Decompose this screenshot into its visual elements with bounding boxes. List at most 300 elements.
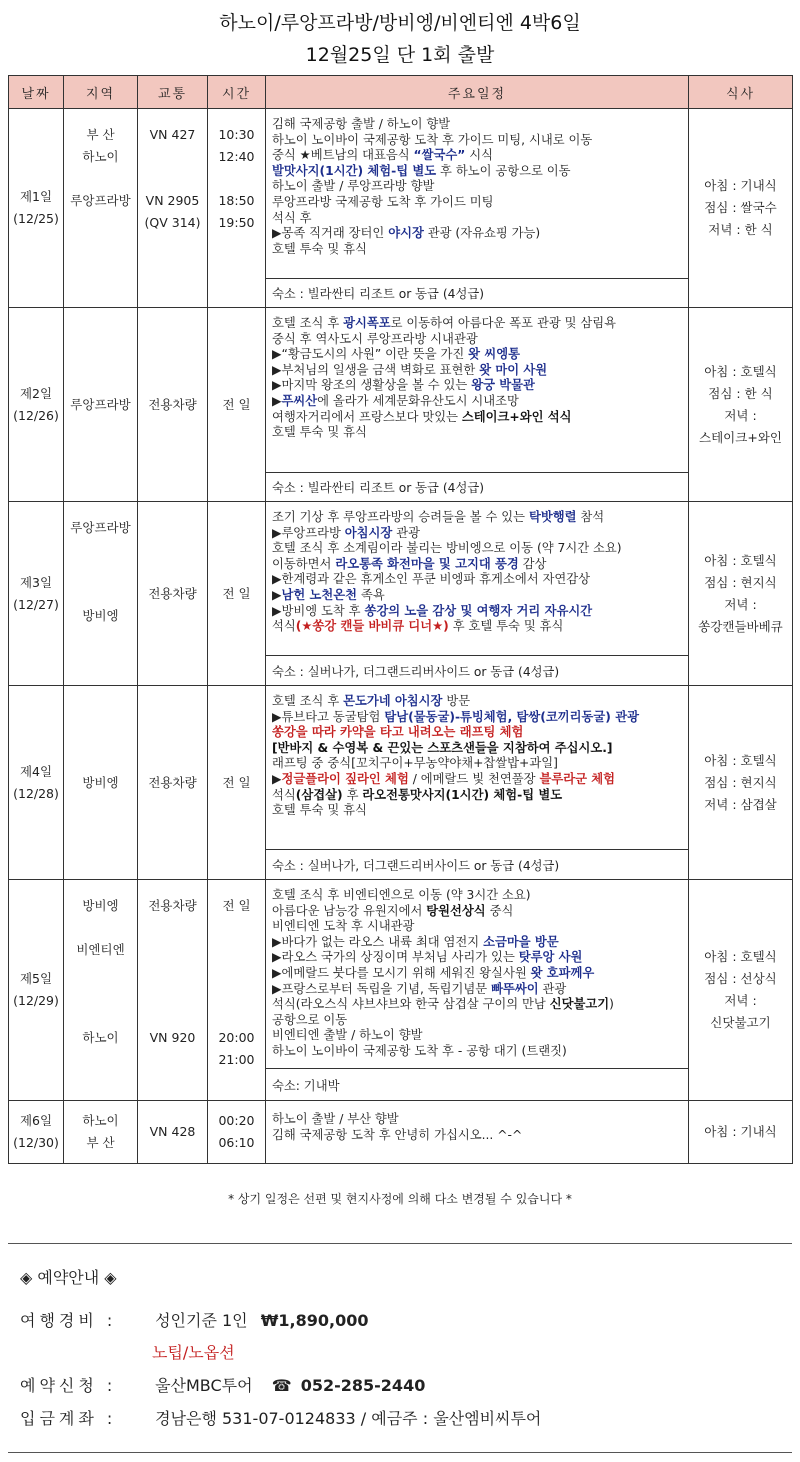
program-text: 호텔 투숙 및 휴식 <box>272 241 367 256</box>
program-text: 소금마을 방문 <box>483 934 559 949</box>
program-text: ▶ <box>272 587 282 602</box>
meal-item: 저녁 : <box>724 407 757 423</box>
transport-item <box>139 917 206 939</box>
program-text: 관광 <box>392 525 420 540</box>
meal-item: 점심 : 현지식 <box>704 774 777 790</box>
program-text: 라오전통맛사지(1시간) 체험-팁 별도 <box>362 787 563 802</box>
transport-item: (QV 314) <box>144 215 201 230</box>
hotel-info: 숙소 : 실버나가, 더그랜드리버사이드 or 동급 (4성급) <box>266 655 688 685</box>
transport-item <box>139 146 206 168</box>
day-cell <box>9 109 64 308</box>
program-line <box>272 117 682 133</box>
program-line <box>272 741 682 757</box>
program-line <box>272 935 682 951</box>
program-line <box>272 1112 682 1128</box>
apply-label: 예약신청 : <box>20 1376 117 1395</box>
header-region: 지역 <box>64 76 138 109</box>
program-text: 남헌 노천온천 <box>281 587 358 602</box>
meal-item: 저녁 : <box>724 993 757 1008</box>
program-line <box>272 919 682 935</box>
transport-item: 전용차량 <box>148 585 197 601</box>
program-text: ▶루앙프라방 <box>272 525 345 540</box>
program-line <box>272 211 682 227</box>
program-line <box>272 997 682 1013</box>
program-text: 탐남(물동굴)-튜빙체험, 탐쌍(코끼리동굴) 관광 <box>384 709 639 724</box>
region-cell <box>64 109 138 308</box>
program-text: 스테이크+와인 석식 <box>461 409 572 424</box>
price-note: 노팁/노옵션 <box>152 1343 235 1362</box>
header-program: 주요일정 <box>266 76 689 109</box>
program-text: 루앙프라방 국제공항 도착 후 가이드 미팅 <box>272 194 494 209</box>
program-text: ▶에메랄드 붓다를 모시기 위해 세워진 왕실사원 <box>272 965 531 980</box>
time-item <box>209 961 264 983</box>
program-text: 하노이 출발 / 부산 향발 <box>272 1112 399 1126</box>
region-item: 루앙프라방 <box>70 520 131 535</box>
table-header-row <box>9 76 793 109</box>
transport-item: VN 920 <box>149 1030 196 1045</box>
day-cell <box>9 308 64 502</box>
time-item: 19:50 <box>218 215 255 230</box>
region-item <box>65 539 136 561</box>
day-date: (12/30) <box>13 1135 59 1150</box>
meal-item: 아침 : 호텔식 <box>704 752 777 768</box>
program-lines <box>266 109 688 278</box>
program-line <box>272 588 682 604</box>
itinerary-row <box>9 308 793 502</box>
program-text: 탕원선상식 <box>426 903 486 918</box>
program-text: 후 호텔 투숙 및 휴식 <box>448 619 564 634</box>
region-item <box>65 917 136 939</box>
account-label: 입금계좌 : <box>20 1409 117 1428</box>
program-line <box>272 710 682 726</box>
time-item: 06:10 <box>218 1135 255 1150</box>
program-text: ▶ <box>272 393 282 408</box>
time-item: 10:30 <box>218 127 255 142</box>
program-line <box>272 332 682 348</box>
transport-list <box>139 110 206 234</box>
program-line <box>272 557 682 573</box>
program-text: 하노이 노이바이 국제공항 도착 후 가이드 미팅, 시내로 이동 <box>272 132 593 147</box>
itinerary-row <box>9 502 793 686</box>
hotel-info: 숙소 : 빌라싼티 리조트 or 동급 (4성급) <box>266 278 688 307</box>
meal-item: 점심 : 현지식 <box>704 574 777 590</box>
region-item: 방비엥 <box>82 774 119 790</box>
transport-list <box>139 394 206 416</box>
program-text: 김해 국제공항 도착 후 안녕히 가십시오... ^-^ <box>272 1127 523 1142</box>
program-line <box>272 242 682 258</box>
time-cell <box>208 1101 266 1164</box>
program-text: 관광 <box>538 981 567 996</box>
program-text: 정글플라이 짚라인 체험 <box>281 771 409 786</box>
program-text: 왓 마이 사원 <box>479 362 548 377</box>
program-line <box>272 363 682 379</box>
program-text: 호텔 조식 후 <box>272 316 344 330</box>
day-label: 제6일 <box>19 1113 53 1128</box>
phone-icon: ☎ <box>271 1376 292 1395</box>
time-item <box>209 939 264 961</box>
time-item <box>209 168 264 190</box>
program-text: ▶방비엥 도착 후 <box>272 603 365 618</box>
transport-cell <box>138 880 208 1101</box>
program-text: 아침시장 <box>344 525 393 540</box>
program-text: [반바지 & 수영복 & 끈있는 스포츠샌들을 지참하여 주십시오.] <box>272 740 613 755</box>
phone-number: 052-285-2440 <box>300 1376 426 1395</box>
time-item: 21:00 <box>218 1052 255 1067</box>
region-item: 하노이 <box>82 1030 119 1045</box>
page-title: 하노이/루앙프라방/방비엥/비엔티엔 4박6일 <box>219 12 581 34</box>
transport-list <box>139 881 206 1049</box>
program-text: ▶라오스 국가의 상징이며 부처님 사리가 있는 <box>272 950 519 965</box>
hotel-info: 숙소: 기내박 <box>266 1068 688 1100</box>
day-cell <box>9 502 64 686</box>
meal-cell <box>689 109 793 308</box>
account-info: 경남은행 531-07-0124833 / 예금주 : 울산엠비씨투어 <box>155 1409 542 1428</box>
program-text: 비엔티엔 도착 후 시내관광 <box>272 919 415 934</box>
program-line <box>272 410 682 426</box>
program-line <box>272 541 682 557</box>
meal-item: 쏭강캔들바베큐 <box>698 618 783 634</box>
price-row <box>20 1308 368 1331</box>
schedule-note: * 상기 일정은 선편 및 현지사정에 의해 다소 변경될 수 있습니다 * <box>228 1192 572 1206</box>
meal-item: 아침 : 기내식 <box>704 1124 777 1139</box>
transport-list <box>139 772 206 794</box>
region-list <box>65 503 136 627</box>
program-text: 석식 후 <box>272 210 312 225</box>
program-text: 빠뚜싸이 <box>491 981 539 996</box>
program-line <box>272 1013 682 1029</box>
program-line <box>272 788 682 804</box>
region-item <box>65 983 136 1005</box>
itinerary-row <box>9 109 793 308</box>
header-date: 날짜 <box>9 76 64 109</box>
divider <box>8 1452 792 1453</box>
program-line <box>272 425 682 441</box>
time-item: 20:00 <box>218 1030 255 1045</box>
program-text: “쌀국수” <box>413 148 466 163</box>
program-text: 후 <box>342 787 363 802</box>
time-item: 전 일 <box>222 898 251 913</box>
page-subtitle: 12월25일 단 1회 출발 <box>305 44 495 66</box>
region-item <box>65 168 136 190</box>
meal-list <box>690 750 791 816</box>
region-item: 하노이 <box>82 1113 119 1128</box>
program-line <box>272 526 682 542</box>
program-text: 발맛사지(1시간) 체험-팁 별도 <box>272 163 437 178</box>
hotel-info: 숙소 : 실버나가, 더그랜드리버사이드 or 동급 (4성급) <box>266 849 688 879</box>
program-text: 왕궁 박물관 <box>471 378 535 393</box>
time-item: 00:20 <box>218 1113 255 1128</box>
program-text: 호텔 투숙 및 휴식 <box>272 803 367 818</box>
program-line <box>272 694 682 710</box>
program-cell <box>266 109 689 308</box>
region-item <box>65 1005 136 1027</box>
program-text: 래프팅 중 중식[꼬치구이+무농약야채+찹쌀밥+과일] <box>272 756 558 771</box>
program-line <box>272 619 682 635</box>
transport-item: VN 428 <box>149 1124 196 1139</box>
day-label: 제4일 <box>19 763 53 779</box>
day-label: 제1일 <box>19 189 53 204</box>
region-cell <box>64 880 138 1101</box>
day-cell <box>9 880 64 1101</box>
program-text: 중식 후 역사도시 루앙프라방 시내관광 <box>272 331 478 346</box>
itinerary-row <box>9 1101 793 1164</box>
program-text: ▶한계령과 같은 휴게소인 푸쿤 비엥파 휴게소에서 자연감상 <box>272 572 591 587</box>
program-text: 공항으로 이동 <box>272 1012 348 1027</box>
program-text: 시식 <box>465 148 494 163</box>
program-line <box>272 1044 682 1060</box>
day-date: (12/29) <box>13 993 59 1008</box>
program-line <box>272 572 682 588</box>
region-cell <box>64 686 138 880</box>
program-line <box>272 164 682 180</box>
region-list <box>65 394 136 416</box>
transport-item: VN 427 <box>149 127 196 142</box>
region-item: 루앙프라방 <box>70 396 131 412</box>
meal-cell <box>689 686 793 880</box>
region-item: 하노이 <box>82 149 119 164</box>
transport-item <box>139 1005 206 1027</box>
region-list <box>65 110 136 212</box>
divider <box>8 1243 792 1244</box>
time-cell <box>208 880 266 1101</box>
transport-cell <box>138 1101 208 1164</box>
meal-cell <box>689 502 793 686</box>
time-item: 18:50 <box>218 193 255 208</box>
program-line <box>272 179 682 195</box>
program-lines <box>266 880 688 1068</box>
transport-list <box>139 583 206 605</box>
program-text: / 에메랄드 빛 천연풀장 <box>408 771 540 786</box>
time-item: 전 일 <box>222 774 251 790</box>
program-text: 비엔티엔 출발 / 하노이 향발 <box>272 1028 423 1043</box>
meal-list <box>690 361 791 449</box>
program-text: 석식(라오스식 샤브샤브와 한국 삼겹살 구이의 만남 <box>272 997 550 1012</box>
program-line <box>272 195 682 211</box>
program-line <box>272 888 682 904</box>
program-line <box>272 1028 682 1044</box>
transport-item: 전용차량 <box>148 396 197 412</box>
transport-cell <box>138 686 208 880</box>
program-text: 광시폭포 <box>343 316 391 330</box>
meal-item: 점심 : 한 식 <box>708 385 773 401</box>
program-text: 쏭강을 따라 카약을 타고 내려오는 래프팅 체험 <box>272 725 524 740</box>
program-text: ▶“황금도시의 사원” 이란 뜻을 가진 <box>272 347 469 362</box>
transport-cell <box>138 109 208 308</box>
day-date: (12/28) <box>13 785 59 801</box>
program-text: ▶ <box>272 771 282 786</box>
program-line <box>272 725 682 741</box>
program-line <box>272 1128 682 1144</box>
program-text: 후 하노이 공항으로 이동 <box>436 163 571 178</box>
time-list <box>209 583 264 605</box>
time-cell <box>208 308 266 502</box>
program-text: 호텔 조식 후 비엔티엔으로 이동 (약 3시간 소요) <box>272 888 531 902</box>
program-text: 김해 국제공항 출발 / 하노이 향발 <box>272 117 451 131</box>
header-meals: 식사 <box>689 76 793 109</box>
meal-item: 아침 : 기내식 <box>704 178 777 193</box>
program-text: 에 올라가 세계문화유산도시 시내조망 <box>317 393 519 408</box>
meal-item: 저녁 : 한 식 <box>708 222 773 237</box>
program-text: 왓 씨엥통 <box>468 347 520 362</box>
meal-cell <box>689 1101 793 1164</box>
region-item: 루앙프라방 <box>70 193 131 208</box>
meal-item: 스테이크+와인 <box>699 429 782 445</box>
time-cell <box>208 502 266 686</box>
time-list <box>209 110 264 234</box>
meal-item: 저녁 : <box>724 596 757 612</box>
itinerary-row <box>9 686 793 880</box>
transport-item <box>139 983 206 1005</box>
program-text: 쏭강의 노을 감상 및 여행자 거리 자유시간 <box>364 603 593 618</box>
transport-item <box>139 961 206 983</box>
program-line <box>272 982 682 998</box>
program-line <box>272 803 682 819</box>
region-item <box>65 561 136 583</box>
meal-cell <box>689 880 793 1101</box>
region-item <box>65 583 136 605</box>
program-text: 푸씨산 <box>281 393 318 408</box>
program-text: 블루라군 체험 <box>539 771 615 786</box>
header-transport: 교통 <box>138 76 208 109</box>
region-item: 방비엥 <box>82 608 119 623</box>
region-item: 방비엥 <box>82 898 119 913</box>
region-item: 부 산 <box>86 127 115 142</box>
program-text: ▶튜브타고 동굴탐험 <box>272 709 385 724</box>
program-text: 몬도가네 아침시장 <box>343 694 443 708</box>
apply-agency: 울산MBC투어 <box>155 1376 253 1395</box>
time-cell <box>208 686 266 880</box>
program-line <box>272 394 682 410</box>
meal-item: 아침 : 호텔식 <box>704 363 777 379</box>
program-text: ▶몽족 직거래 장터인 <box>272 226 389 241</box>
region-item: 부 산 <box>86 1135 115 1150</box>
program-text: 석식 <box>272 619 296 634</box>
meal-item: 점심 : 선상식 <box>704 971 777 986</box>
program-line <box>272 148 682 164</box>
header-time: 시간 <box>208 76 266 109</box>
meal-item: 신닷불고기 <box>710 1015 771 1030</box>
program-text: 호텔 조식 후 소계림이라 불리는 방비엥으로 이동 (약 7시간 소요) <box>272 541 622 556</box>
transport-item: 전용차량 <box>148 898 197 913</box>
program-lines <box>266 1101 688 1163</box>
transport-list <box>139 1121 206 1143</box>
program-text: 석식 <box>272 787 296 802</box>
day-label: 제5일 <box>19 971 53 986</box>
program-text: (★쏭강 캔들 바비큐 디너★) <box>295 619 449 634</box>
region-list <box>65 772 136 794</box>
program-text: 하노이 노이바이 국제공항 도착 후 - 공항 대기 (트랜짓) <box>272 1043 567 1058</box>
program-text: 왓 호파께우 <box>530 965 595 980</box>
program-lines <box>266 686 688 849</box>
meal-item: 아침 : 호텔식 <box>704 552 777 568</box>
program-line <box>272 510 682 526</box>
program-text: 야시장 <box>388 226 424 241</box>
booking-heading: ◈ 예약안내 ◈ <box>20 1268 117 1287</box>
program-line <box>272 347 682 363</box>
hotel-info: 숙소 : 빌라싼티 리조트 or 동급 (4성급) <box>266 472 688 501</box>
program-text: 탓루앙 사원 <box>518 950 583 965</box>
region-cell <box>64 502 138 686</box>
program-line <box>272 756 682 772</box>
program-text: ▶마지막 왕조의 생활상을 볼 수 있는 <box>272 378 472 393</box>
day-cell <box>9 1101 64 1164</box>
program-cell <box>266 686 689 880</box>
program-text: 로 이동하여 아름다운 폭포 관광 및 삼림욕 <box>390 316 617 330</box>
region-item <box>65 961 136 983</box>
program-line <box>272 966 682 982</box>
program-text: 참석 <box>576 510 605 524</box>
transport-item: VN 2905 <box>145 193 200 208</box>
program-line <box>272 378 682 394</box>
program-text: 조기 기상 후 루앙프라방의 승려들을 볼 수 있는 <box>272 510 529 524</box>
day-cell <box>9 686 64 880</box>
program-line <box>272 316 682 332</box>
price-value: ₩1,890,000 <box>260 1311 369 1330</box>
program-line <box>272 950 682 966</box>
time-list <box>209 1110 264 1154</box>
meal-item: 아침 : 호텔식 <box>704 949 777 964</box>
program-line <box>272 604 682 620</box>
program-text: ▶바다가 없는 라오스 내륙 최대 염전지 <box>272 934 484 949</box>
time-item <box>209 917 264 939</box>
meal-item: 저녁 : 삼겹살 <box>704 796 777 812</box>
meal-list <box>690 946 791 1034</box>
time-item <box>209 1005 264 1027</box>
program-cell <box>266 880 689 1101</box>
meal-item: 점심 : 쌀국수 <box>704 200 777 215</box>
program-text: 중식 <box>485 903 514 918</box>
program-text: ▶프랑스로부터 독립을 기념, 독립기념문 <box>272 981 492 996</box>
program-text: 신닷불고기 <box>549 997 610 1012</box>
program-text: ) <box>609 997 614 1012</box>
program-cell <box>266 502 689 686</box>
price-label: 여행경비 : <box>20 1311 117 1330</box>
program-line <box>272 772 682 788</box>
program-lines <box>266 308 688 472</box>
account-row <box>20 1406 541 1429</box>
price-prefix: 성인기준 1인 <box>155 1311 248 1330</box>
program-text: ▶부처님의 일생을 금색 벽화로 표현한 <box>272 362 480 377</box>
program-lines <box>266 502 688 655</box>
day-date: (12/27) <box>13 596 59 612</box>
day-label: 제3일 <box>19 574 53 590</box>
transport-cell <box>138 308 208 502</box>
region-cell <box>64 1101 138 1164</box>
program-text: 호텔 조식 후 <box>272 694 344 708</box>
time-list <box>209 772 264 794</box>
region-list <box>65 1110 136 1154</box>
meal-cell <box>689 308 793 502</box>
region-cell <box>64 308 138 502</box>
program-text: 중식 ★베트남의 대표음식 <box>272 148 414 163</box>
transport-cell <box>138 502 208 686</box>
program-text: (삼겹살) <box>295 787 343 802</box>
program-text: 감상 <box>518 556 547 571</box>
time-cell <box>208 109 266 308</box>
transport-item <box>139 168 206 190</box>
program-cell <box>266 1101 689 1164</box>
program-text: 이동하면서 <box>272 556 336 571</box>
program-text: 방문 <box>442 694 471 708</box>
program-line <box>272 226 682 242</box>
program-text: 관광 (자유쇼핑 가능) <box>423 226 541 241</box>
time-list <box>209 881 264 1071</box>
program-text: 족욕 <box>357 587 385 602</box>
program-text: 여행자거리에서 프랑스보다 맛있는 <box>272 409 462 424</box>
program-line <box>272 133 682 149</box>
transport-item <box>139 939 206 961</box>
meal-list <box>690 175 791 241</box>
